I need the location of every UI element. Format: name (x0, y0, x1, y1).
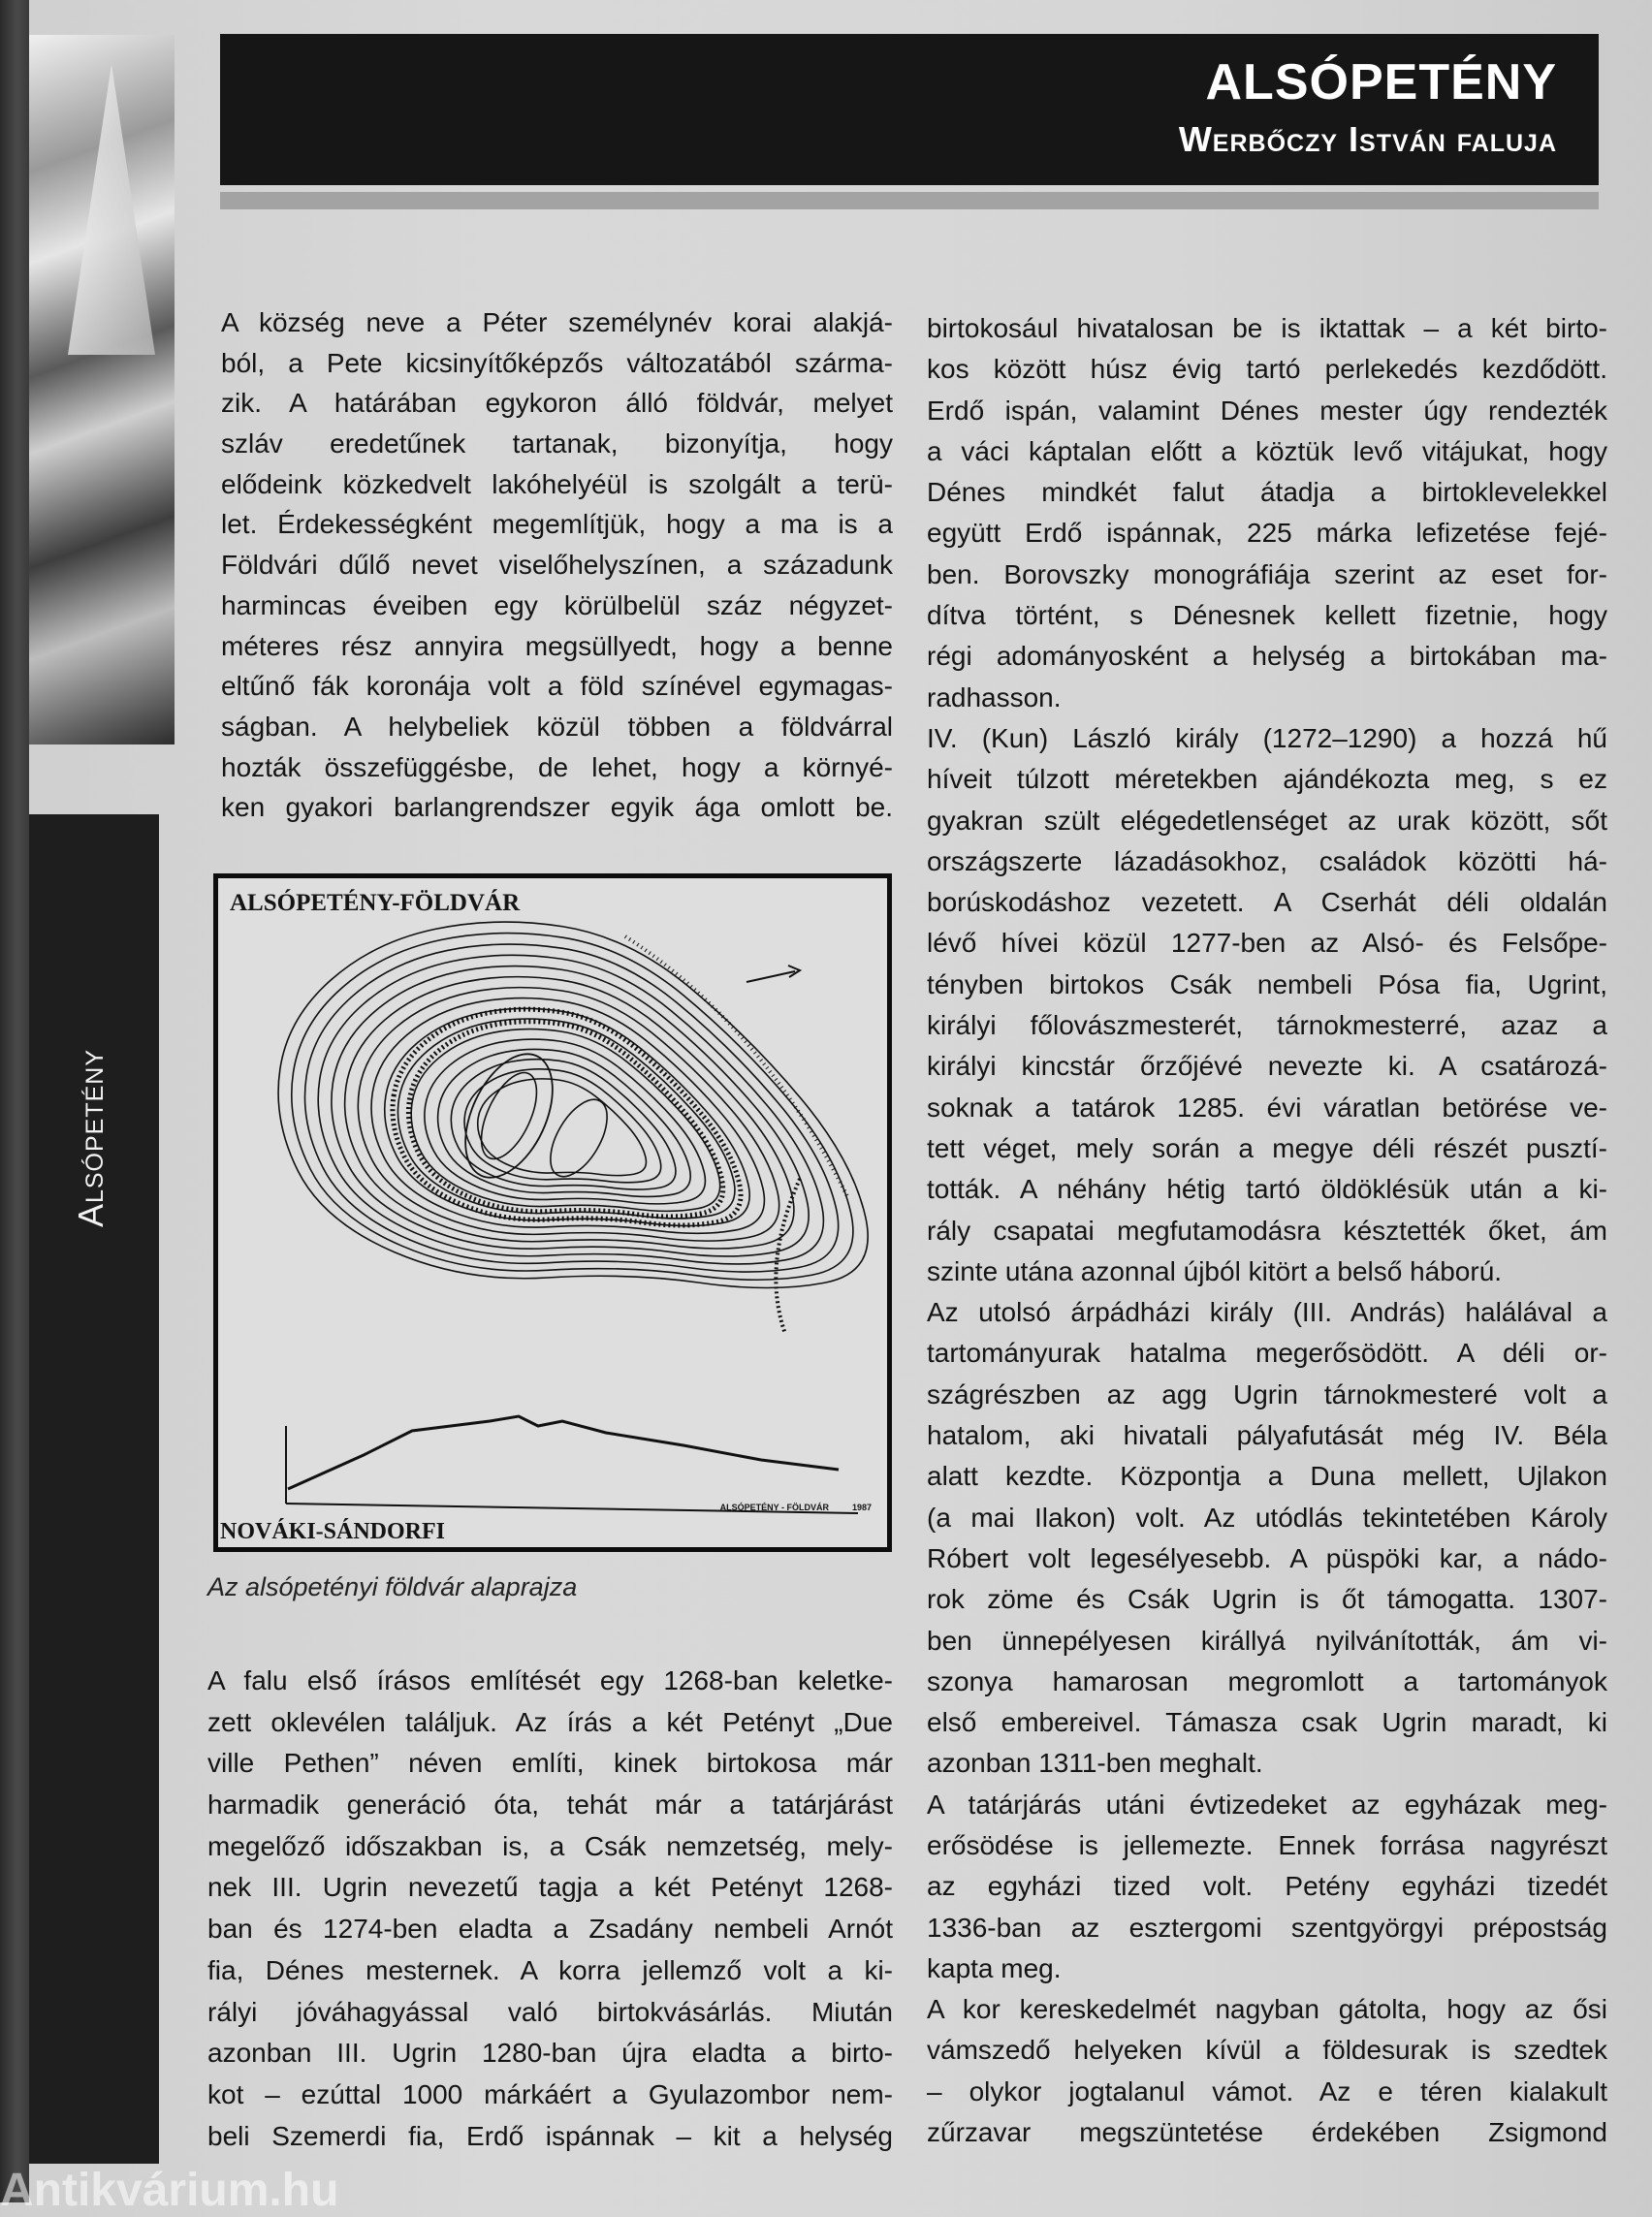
paragraph (927, 308, 1607, 718)
text-line: fia, Dénes mesternek. A korra jellemző volt a ki- (207, 1954, 893, 1985)
paragraph (927, 1785, 1607, 1989)
contour-line (464, 1069, 661, 1183)
text-line: borúskodáshoz vezetett. A Cserhát déli oldalán (927, 887, 1607, 918)
text-line: let. Érdekességként megemlítjük, hogy a ma is a (221, 509, 893, 540)
text-line: elődeink közkedvelt lakóhelyéül is szolgált a terü- (221, 468, 893, 499)
decorative-photo (29, 35, 175, 744)
text-line: Róbert volt legesélyesebb. A püspöki kar, a nádo- (927, 1542, 1607, 1573)
text-line: megelőző időszakban is, a Csák nemzetség, mely- (207, 1830, 893, 1861)
paragraph (927, 718, 1607, 1292)
text-line: ben ünnepélyesen királlyá nyilvánították, ám vi- (927, 1625, 1607, 1656)
text-line: királyi főlovászmesterét, tárnokmesterré, azaz a (927, 1010, 1607, 1041)
text-line: ságban. A helybeliek közül többen a földvárral (221, 711, 893, 742)
summit-contour (470, 1064, 548, 1167)
text-line: kot – ezúttal 1000 márkáért a Gyulazombor nem- (207, 2078, 893, 2109)
sidebar-band (29, 814, 159, 2164)
figure-map (213, 873, 892, 1552)
paragraph (927, 1989, 1607, 2153)
photo-monument (68, 64, 155, 355)
right-column-text (927, 308, 1607, 2153)
text-line: tották. A néhány hétig tartó öldöklésük után a ki- (927, 1174, 1607, 1205)
north-arrow (747, 971, 795, 982)
text-line: királyi kincstár őrzőjévé nevezte ki. A csatározá- (927, 1051, 1607, 1082)
text-line: nek III. Ugrin nevezetű tagja a két Petényt 1268- (207, 1872, 893, 1903)
text-line: gyakran szült elégedetlenséget az urak között, sőt (927, 805, 1607, 836)
text-line: eltűnő fák koronája volt a föld színével egymagas- (221, 671, 893, 702)
map-title: ALSÓPETÉNY-FÖLDVÁR (230, 890, 521, 916)
text-line: ken gyakori barlangrendszer egyik ága omlott be. (221, 792, 893, 823)
text-line: zik. A határában egykoron álló földvár, melyet (221, 388, 893, 419)
map-profile-note: ALSÓPETÉNY - FÖLDVÁR (719, 1503, 829, 1512)
text-line: lévő hívei közül 1277-ben az Alsó- és Felsőpe- (927, 928, 1607, 959)
text-line: azonban III. Ugrin 1280-ban újra eladta a birto- (207, 2038, 893, 2069)
text-line: ben. Borovszky monográfiája szerint az eset for- (927, 558, 1607, 589)
page-subtitle: Werbőczy István faluja (1178, 119, 1557, 159)
text-line: az egyházi tized volt. Petény egyházi tizedét (927, 1871, 1607, 1902)
text-line: szláv eredetűnek tartanak, bizonyítja, hogy (221, 428, 893, 459)
text-line: (a mai Ilakon) volt. Az utódlás tekintetében Károly (927, 1502, 1607, 1533)
text-line: A község neve a Péter személynév korai alakjá- (221, 307, 893, 337)
sidebar-village-label: Alsópetény (71, 1048, 111, 1228)
text-line: vámszedő helyeken kívül a földesurak is szedtek (927, 2035, 1607, 2066)
text-line: országszerte lázadásokhoz, családok közötti há- (927, 845, 1607, 876)
paragraph (927, 1292, 1607, 1785)
text-line: rály csapatai megfutamodásra késztették őket, ám (927, 1215, 1607, 1246)
text-line: szágrészben az agg Ugrin tárnokmesteré volt a (927, 1378, 1607, 1409)
map-author: NOVÁKI-SÁNDORFI (220, 1519, 446, 1544)
text-line: harmincas éveiben egy körülbelül száz négyzet- (221, 589, 893, 620)
text-line: zűrzavar megszüntetése érdekében Zsigmond (927, 2117, 1607, 2148)
left-column-intro (221, 302, 893, 828)
text-line: erősödése is jellemezte. Ennek forrása nagyrészt (927, 1829, 1607, 1860)
text-line: első embereivel. Támasza csak Ugrin maradt, ki (927, 1707, 1607, 1738)
text-line: szonya hamarosan megromlott a tartományok (927, 1665, 1607, 1696)
text-line: kapta meg. (927, 1952, 1062, 1983)
page-title: ALSÓPETÉNY (1205, 54, 1557, 111)
text-line: régi adományosként a helység a birtokában ma- (927, 641, 1607, 672)
profile-line (288, 1416, 839, 1489)
text-line: A tatárjárás utáni évtizedeket az egyházak meg- (927, 1789, 1607, 1820)
text-line: IV. (Kun) László király (1272–1290) a hozzá hű (927, 722, 1607, 753)
text-line: azonban 1311-ben meghalt. (927, 1748, 1263, 1779)
text-line: ból, a Pete kicsinyítőképzős változatából szárma- (221, 347, 893, 378)
text-line: híveit túlzott méretekben ajándékozta meg, s ez (927, 764, 1607, 795)
text-line: beli Szemerdi fia, Erdő ispánnak – kit a helység (207, 2120, 893, 2151)
text-line: – olykor jogtalanul vámot. Az e téren kialakult (927, 2075, 1607, 2106)
text-line: méteres rész annyira megsüllyedt, hogy a benne (221, 630, 893, 661)
text-line: A kor kereskedelmét nagyban gátolta, hogy az ősi (927, 1994, 1607, 2025)
text-line: rályi jóváhagyással való birtokvásárlás. Miután (207, 1996, 893, 2027)
left-column-history (207, 1661, 893, 2157)
map-year: 1987 (851, 1503, 872, 1512)
text-line: a váci káptalan előtt a köztük levő vitájukat, hogy (927, 435, 1607, 466)
text-line: ban és 1274-ben eladta a Zsadány nembeli Arnót (207, 1914, 893, 1945)
text-line: Dénes mindkét falut átadja a birtoklevelekkel (927, 477, 1607, 508)
page-header (220, 34, 1599, 185)
text-line: rok zöme és Csák Ugrin is őt támogatta. 1307- (927, 1584, 1607, 1615)
watermark-text: Antikvárium.hu (0, 2165, 339, 2216)
text-line: zett oklevélen találjuk. Az írás a két Petényt „Due (207, 1706, 893, 1737)
text-line: alatt kezdte. Központja a Duna mellett, Ujlakon (927, 1461, 1607, 1492)
text-line: tartományurak hatalma megerősödött. A déli or- (927, 1338, 1607, 1369)
text-line: soknak a tatárok 1285. évi váratlan betörése ve- (927, 1092, 1607, 1123)
text-line: kos között húsz évig tartó perlekedés kezdődött. (927, 354, 1607, 385)
text-line: hatalom, aki hivatali pályafutását még IV. Béla (927, 1420, 1607, 1451)
text-line: Földvári dűlő nevet viselőhelyszínen, a századunk (221, 550, 893, 581)
text-line: harmadik generáció óta, tehát már a tatárjárást (207, 1789, 893, 1821)
text-line: dítva történt, s Dénesnek kellett fizetnie, hogy (927, 600, 1607, 631)
text-line: 1336-ban az esztergomi szentgyörgyi prépostság (927, 1912, 1607, 1943)
figure-caption: Az alsópetényi földvár alaprajza (207, 1572, 578, 1601)
text-line: ville Pethen” néven említi, kinek birtokosa már (207, 1748, 893, 1779)
book-binding (0, 0, 29, 2202)
text-line: birtokosául hivatalosan be is iktattak – a két birto- (927, 313, 1607, 343)
text-line: együtt Erdő ispánnak, 225 márka lefizetése fejé- (927, 518, 1607, 549)
header-divider (220, 192, 1599, 209)
text-line: tényben birtokos Csák nembeli Pósa fia, Ugrint, (927, 968, 1607, 999)
contour-line (345, 977, 794, 1249)
text-line: A falu első írásos említését egy 1268-ban keletke- (207, 1665, 893, 1695)
contour-map-drawing (218, 878, 887, 1547)
text-line: hozták összefüggésbe, de lehet, hogy a környé- (221, 751, 893, 782)
text-line: Az utolsó árpádházi király (III. András) halálával a (927, 1297, 1607, 1328)
text-line: tett véget, mely során a megye déli részét pusztí- (927, 1132, 1607, 1163)
text-line: radhasson. (927, 681, 1062, 713)
text-line: Erdő ispán, valamint Dénes mester úgy rendezték (927, 395, 1607, 426)
text-line: szinte utána azonnal újból kitört a belső háború. (927, 1255, 1503, 1286)
